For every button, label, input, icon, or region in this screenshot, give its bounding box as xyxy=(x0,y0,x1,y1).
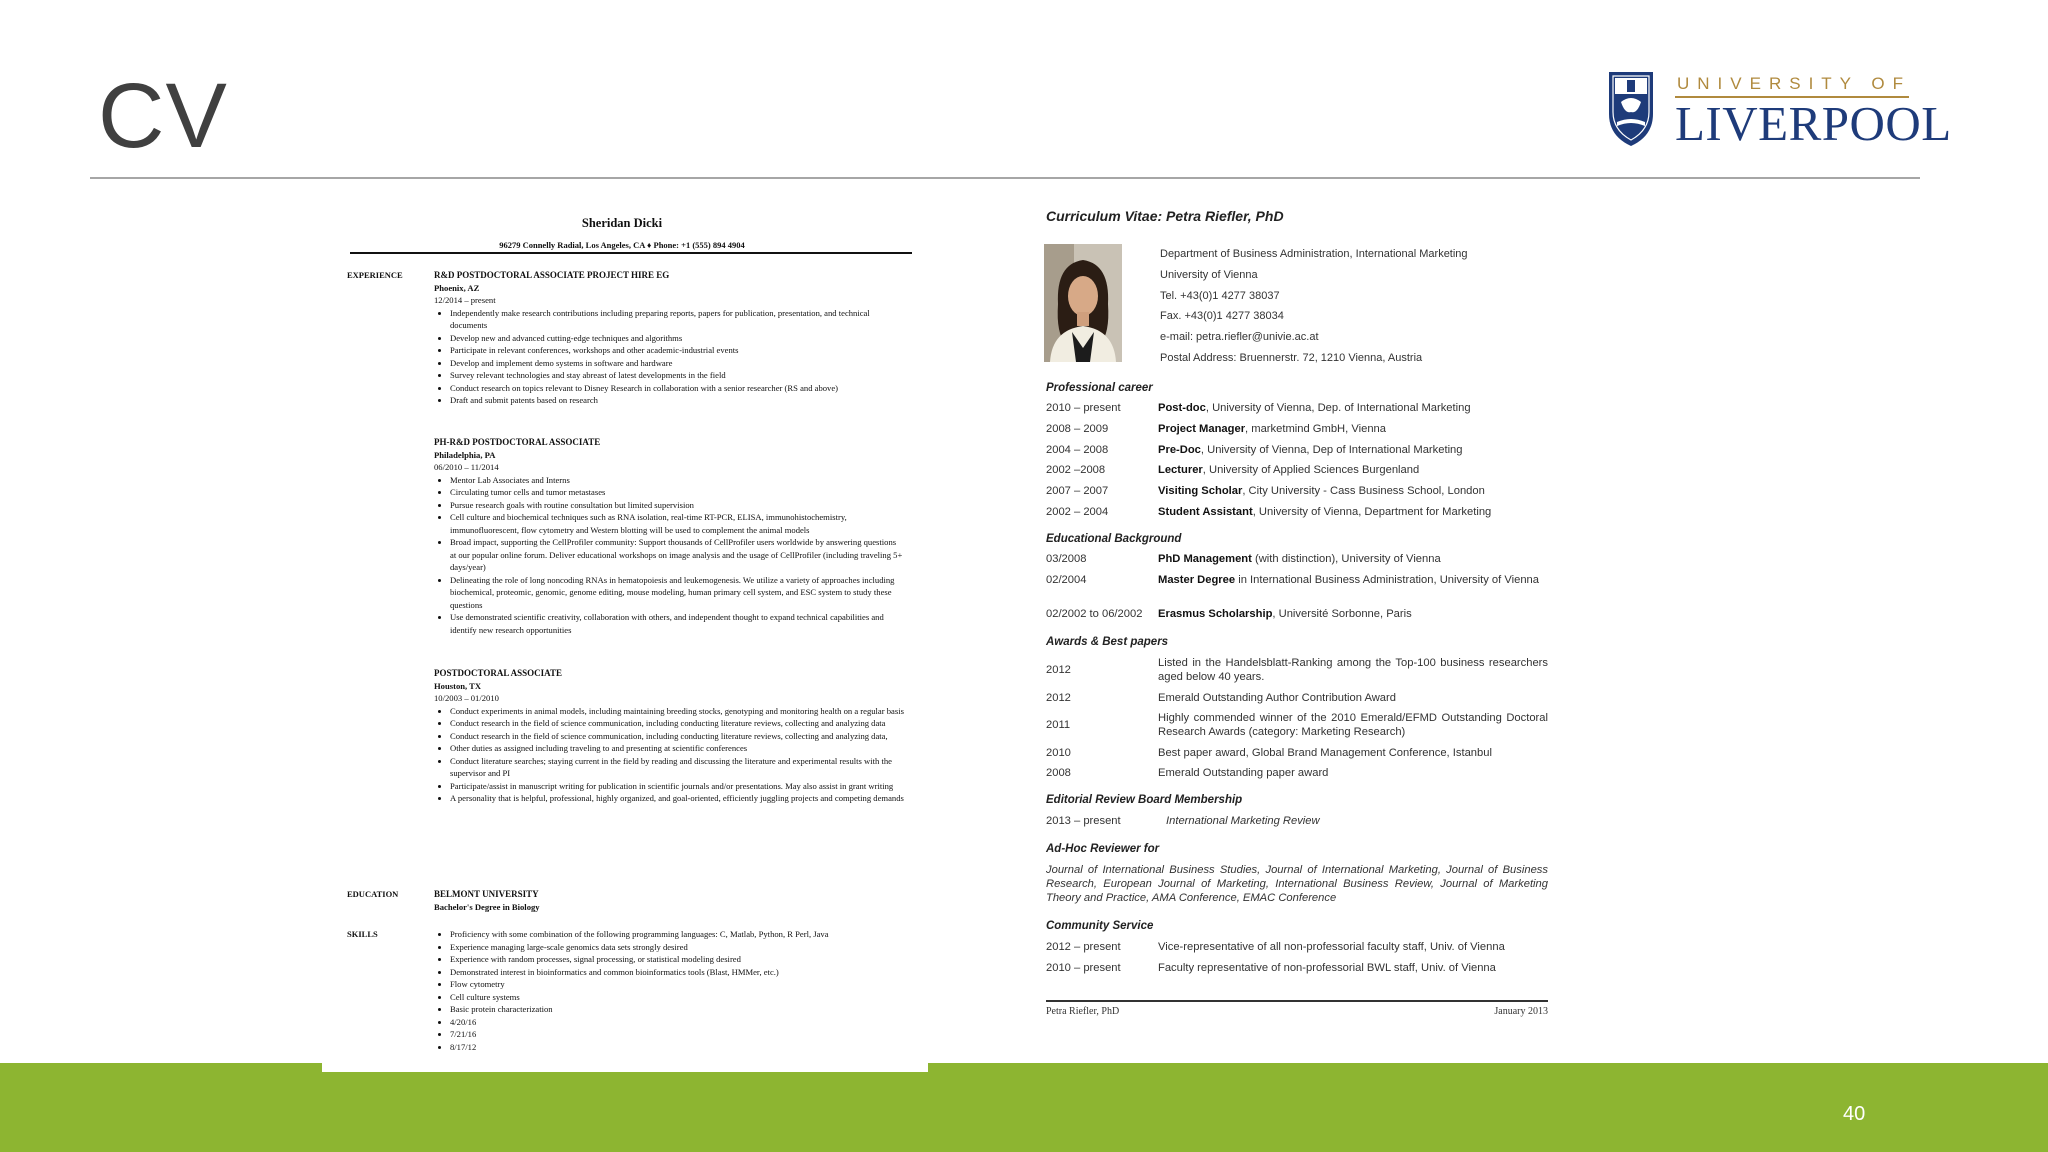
list-item: • Demonstrated interest in bioinformatics and common bioinformatics tools (Blast, HMMer, etc.) xyxy=(450,966,904,979)
row-text xyxy=(1158,444,1548,458)
list-item: • Pursue research goals with routine consultation but limited supervision xyxy=(450,499,904,512)
cv1-job-3 xyxy=(434,667,904,805)
list-item: • Basic protein characterization xyxy=(450,1003,904,1016)
row-bold: Post-doc xyxy=(1158,402,1206,414)
list-item: • Participate/assist in manuscript writing for publication in scientific journals and/or presentations. May also assist in grant writing xyxy=(450,780,904,793)
list-item: • Other duties as assigned including traveling to and presenting at scientific conferences xyxy=(450,742,904,755)
list-item: • Develop new and advanced cutting-edge techniques and algorithms xyxy=(450,332,904,345)
cv2-footer-name: Petra Riefler, PhD xyxy=(1046,1006,1120,1017)
list-item: • 7/21/16 xyxy=(450,1028,904,1041)
row-text: Vice-representative of all non-professorial faculty staff, Univ. of Vienna xyxy=(1158,941,1505,953)
row-text xyxy=(1158,608,1548,622)
row-rest: , Université Sorbonne, Paris xyxy=(1272,608,1412,620)
row-text: Listed in the Handelsblatt-Ranking among the Top-100 business researchers aged below 40 years. xyxy=(1158,657,1548,683)
row-date: 2002 –2008 xyxy=(1046,464,1106,477)
list-item: • Develop and implement demo systems in software and hardware xyxy=(450,357,904,370)
list-item: • Conduct research on topics relevant to Disney Research in collaboration with a senior researcher (RS and above) xyxy=(450,382,904,395)
list-item: • Independently make research contributions including preparing reports, papers for publication, presentation, and technical documents xyxy=(450,307,904,332)
contact-line: Tel. +43(0)1 4277 38037 xyxy=(1160,289,1280,302)
cv2-title: Curriculum Vitae: Petra Riefler, PhD xyxy=(1046,208,1284,224)
row-rest: , City University - Cass Business School, London xyxy=(1242,485,1485,498)
list-item: • 4/20/16 xyxy=(450,1016,904,1029)
row-rest: , University of Vienna, Dep. of International Marketing xyxy=(1205,402,1471,414)
job-title: R&D POSTDOCTORAL ASSOCIATE PROJECT HIRE EG xyxy=(434,270,670,280)
cv-sheridan-dicki xyxy=(322,200,928,1072)
row-text: Emerald Outstanding Author Contribution Award xyxy=(1158,692,1396,704)
slide-title: CV xyxy=(98,65,228,167)
list-item: • 8/17/12 xyxy=(450,1041,904,1054)
list-item: • Conduct research in the field of science communication, including conducting literature reviews, collecting and analyzing data xyxy=(450,717,904,730)
row-text xyxy=(1158,506,1548,520)
job-title: PH-R&D POSTDOCTORAL ASSOCIATE xyxy=(434,437,601,447)
page-number: 40 xyxy=(1843,1103,1866,1125)
row-text xyxy=(1158,553,1548,567)
row-rest: (with distinction), University of Vienna xyxy=(1251,553,1441,565)
row-date: 2010 xyxy=(1046,747,1071,759)
row-date: 03/2008 xyxy=(1046,553,1087,565)
list-item: • Proficiency with some combination of the following programming languages: C, Matlab, Python, R Perl, Java xyxy=(450,928,904,941)
career-heading: Professional career xyxy=(1046,382,1153,394)
cv1-skills-label: SKILLS xyxy=(347,929,378,939)
cv1-name: Sheridan Dicki xyxy=(581,216,663,230)
skills-list xyxy=(434,928,904,1053)
profile-photo xyxy=(1044,244,1122,362)
row-bold: Erasmus Scholarship xyxy=(1158,608,1273,620)
job-location: Phoenix, AZ xyxy=(434,282,480,293)
row-bold: Lecturer xyxy=(1158,464,1203,477)
cv2-footer-date: January 2013 xyxy=(1494,1006,1548,1017)
row-text: Emerald Outstanding paper award xyxy=(1158,767,1329,779)
job-bullets xyxy=(434,474,904,637)
title-divider xyxy=(90,177,1920,179)
cv-petra-riefler xyxy=(1040,200,1560,1030)
logo-liverpool: LIVERPOOL xyxy=(1675,96,1952,151)
row-date: 2008 – 2009 xyxy=(1046,422,1109,435)
cv1-job-1 xyxy=(434,269,904,407)
row-bold: Visiting Scholar xyxy=(1158,485,1243,498)
cv1-job-2 xyxy=(434,436,904,636)
list-item: • Circulating tumor cells and tumor metastases xyxy=(450,486,904,499)
row-text xyxy=(1158,402,1548,416)
list-item: • Cell culture and biochemical techniques such as RNA isolation, real-time RT-PCR, ELISA, immunohistochemistry, immunofluorescent, flow cytometry and Western blotting will be used to complement the animal models xyxy=(450,511,904,536)
community-heading: Community Service xyxy=(1046,920,1154,932)
list-item: • A personality that is helpful, professional, highly organized, and goal-oriented, efficiently juggling projects and competing demands xyxy=(450,792,904,805)
row-rest: in International Business Administration, University of Vienna xyxy=(1235,574,1539,586)
row-date: 2007 – 2007 xyxy=(1046,485,1109,498)
job-dates: 12/2014 – present xyxy=(434,295,496,305)
row-date: 2013 – present xyxy=(1046,815,1121,827)
adhoc-text: Journal of International Business Studies, Journal of International Marketing, Journal of Business Research, European Journal of Marketing, International Business Review, Journal of Marketing Theory and Practice, AMA Conference, EMAC Conference xyxy=(1046,864,1548,904)
row-text xyxy=(1158,485,1548,499)
adhoc-heading: Ad-Hoc Reviewer for xyxy=(1046,843,1160,855)
row-rest: , University of Applied Sciences Burgenland xyxy=(1202,464,1420,477)
job-title: POSTDOCTORAL ASSOCIATE xyxy=(434,668,562,678)
cv1-skills xyxy=(434,928,904,1053)
list-item: • Draft and submit patents based on research xyxy=(450,394,904,407)
row-rest: , University of Vienna, Dep of International Marketing xyxy=(1200,443,1463,456)
list-item: • Conduct literature searches; staying current in the field by reading and discussing the literature and experimental results with the supervisor and PI xyxy=(450,755,904,780)
awards-heading: Awards & Best papers xyxy=(1046,636,1169,648)
logo-university-of: UNIVERSITY OF xyxy=(1677,74,1912,93)
row-text: Best paper award, Global Brand Management Conference, Istanbul xyxy=(1158,747,1492,759)
row-rest: , marketmind GmbH, Vienna xyxy=(1245,422,1386,435)
job-bullets xyxy=(434,307,904,407)
education-school: BELMONT UNIVERSITY xyxy=(434,889,539,899)
job-location: Houston, TX xyxy=(434,680,482,691)
contact-line: Postal Address: Bruennerstr. 72, 1210 Vienna, Austria xyxy=(1160,351,1423,364)
cv1-education xyxy=(434,888,904,913)
contact-line: Department of Business Administration, International Marketing xyxy=(1160,248,1468,260)
list-item: • Cell culture systems xyxy=(450,991,904,1004)
list-item: • Experience with random processes, signal processing, or statistical modeling desired xyxy=(450,953,904,966)
row-bold: Project Manager xyxy=(1158,422,1246,435)
row-date: 2004 – 2008 xyxy=(1046,443,1109,456)
editorial-heading: Editorial Review Board Membership xyxy=(1046,794,1243,806)
list-item: • Conduct experiments in animal models, including maintaining breeding stocks, genotyping and monitoring health on a regular basis xyxy=(450,705,904,718)
row-bold: Master Degree xyxy=(1158,574,1236,586)
row-date: 2010 – present xyxy=(1046,402,1121,414)
row-bold: PhD Management xyxy=(1158,553,1252,565)
list-item: • Broad impact, supporting the CellProfiler community: Support thousands of CellProfiler users worldwide by answering questions at our popular online forum. Deliver educational workshops on image analysis and the usage of CellProfiler (including traveling 5+ days/year) xyxy=(450,536,904,574)
row-date: 2012 xyxy=(1046,692,1071,704)
education-degree: Bachelor's Degree in Biology xyxy=(434,901,540,912)
contact-line: Fax. +43(0)1 4277 38034 xyxy=(1160,310,1284,323)
footer-band xyxy=(0,1063,2048,1152)
row-date: 02/2004 xyxy=(1046,574,1087,586)
list-item: • Mentor Lab Associates and Interns xyxy=(450,474,904,487)
cv2-footer-rule xyxy=(1046,1000,1548,1002)
row-date: 2011 xyxy=(1046,719,1071,731)
contact-line: University of Vienna xyxy=(1160,268,1258,281)
row-text: Highly commended winner of the 2010 Emerald/EFMD Outstanding Doctoral Research Awards (category: Marketing Research) xyxy=(1158,712,1548,738)
row-date: 2010 – present xyxy=(1046,962,1121,974)
job-bullets xyxy=(434,705,904,805)
row-date: 2012 – present xyxy=(1046,941,1121,953)
list-item: • Survey relevant technologies and stay abreast of latest developments in the field xyxy=(450,369,904,382)
list-item: • Participate in relevant conferences, workshops and other academic-industrial events xyxy=(450,344,904,357)
list-item: • Use demonstrated scientific creativity, collaboration with others, and independent thought to expand technical capabilities and identify new research opportunities xyxy=(450,611,904,636)
list-item: • Conduct research in the field of science communication, including conducting literature reviews, collecting and analyzing data, xyxy=(450,730,904,743)
education-heading: Educational Background xyxy=(1046,533,1182,545)
job-location: Philadelphia, PA xyxy=(434,449,496,460)
row-text: International Marketing Review xyxy=(1166,815,1320,827)
row-date: 2008 xyxy=(1046,767,1071,779)
row-date: 02/2002 to 06/2002 xyxy=(1046,608,1143,620)
contact-line: e-mail: petra.riefler@univie.ac.at xyxy=(1160,331,1319,344)
job-dates: 10/2003 – 01/2010 xyxy=(434,693,499,703)
job-dates: 06/2010 – 11/2014 xyxy=(434,462,499,472)
university-logo xyxy=(1603,62,1952,162)
row-text xyxy=(1158,423,1548,437)
row-rest: , University of Vienna, Department for Marketing xyxy=(1252,506,1492,518)
cv1-address: 96279 Connelly Radial, Los Angeles, CA ♦ Phone: +1 (555) 894 4904 xyxy=(499,240,745,250)
university-crest-icon xyxy=(1607,68,1655,148)
cv1-experience-label: EXPERIENCE xyxy=(347,270,403,280)
list-item: • Delineating the role of long noncoding RNAs in hematopoiesis and leukemogenesis. We utilize a variety of approaches including biochemical, proteomic, genomic, genome editing, mouse modeling, human primary cell system, and ESC system to study these questions xyxy=(450,574,904,612)
cv1-education-label: EDUCATION xyxy=(347,889,399,899)
row-date: 2002 – 2004 xyxy=(1046,506,1109,518)
row-bold: Student Assistant xyxy=(1158,506,1253,518)
cv1-divider xyxy=(350,252,912,254)
cv2-contact xyxy=(1160,244,1468,369)
row-text xyxy=(1158,574,1548,588)
list-item: • Experience managing large-scale genomics data sets strongly desired xyxy=(450,941,904,954)
row-bold: Pre-Doc xyxy=(1158,443,1201,456)
row-date: 2012 xyxy=(1046,664,1071,676)
list-item: • Flow cytometry xyxy=(450,978,904,991)
row-text: Faculty representative of non-professorial BWL staff, Univ. of Vienna xyxy=(1158,962,1496,974)
row-text xyxy=(1158,464,1548,478)
